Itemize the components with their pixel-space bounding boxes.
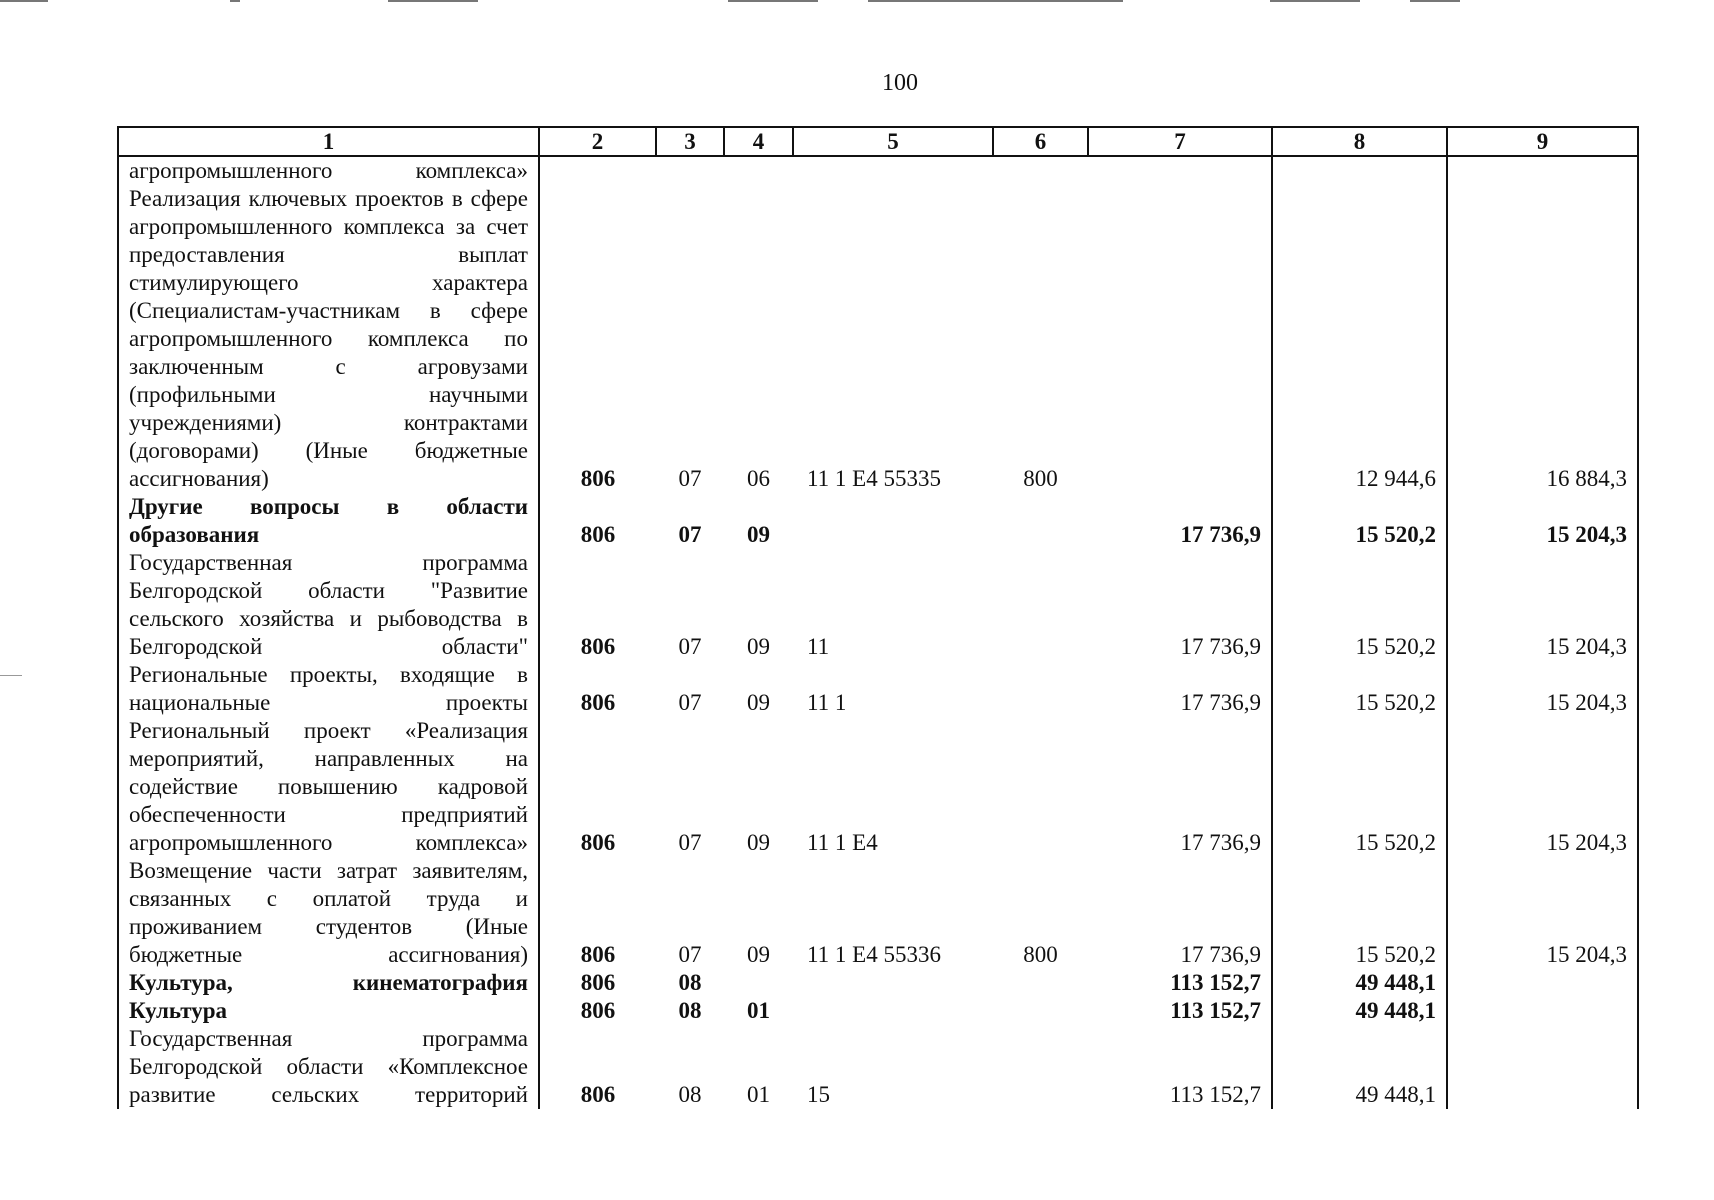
cell-amount-8: 15 520,2 [1272,549,1447,661]
table-row [119,969,1637,997]
cell-amount-9: 15 204,3 [1546,942,1627,967]
cell-amount-9 [1447,997,1637,1025]
table-header-row [119,128,1637,156]
table-row [119,549,1637,661]
cell-amount-8: 12 944,6 [1272,156,1447,493]
column-header: 6 [993,128,1088,156]
row-title: Культура, кинематография [119,969,539,997]
cell-amount-9 [1447,969,1637,997]
cell-amount-7: 17 736,9 [1088,717,1272,857]
cell-target-article: 11 1 Е4 55335 [807,466,941,491]
cell-section: 07 [678,466,702,491]
scan-artifact-mark [0,675,22,676]
cell-target-article [793,969,993,997]
column-header: 2 [539,128,656,156]
table-row [119,493,1637,549]
row-title: Возмещение части затрат заявителям, связанных с оплатой труда и проживанием студентов (Иные бюджетные ассигнования) [119,857,539,969]
cell-amount-7: 17 736,9 [1088,661,1272,717]
cell-section: 08 [678,970,702,995]
row-title: Региональный проект «Реализация мероприятий, направленных на содействие повышению кадровой обеспеченности предприятий агропромышленного комплекса» [119,717,539,857]
scan-artifact-line [728,0,818,2]
scan-artifact-line [1270,0,1360,2]
column-header: 8 [1272,128,1447,156]
table-row [119,997,1637,1025]
table-row [119,857,1637,969]
cell-grbs: 806 [580,942,616,967]
column-header: 9 [1447,128,1637,156]
cell-grbs: 806 [580,1082,616,1107]
table-row [119,661,1637,717]
cell-section: 08 [678,1082,702,1107]
cell-subsection: 09 [747,942,770,967]
scan-artifact-line [230,0,240,2]
column-header: 7 [1088,128,1272,156]
cell-target-article: 11 1 Е4 [807,830,878,855]
cell-grbs: 806 [580,522,616,547]
cell-amount-8: 49 448,1 [1272,969,1447,997]
cell-subsection: 09 [747,690,770,715]
cell-expense-type [993,969,1088,997]
column-header: 4 [724,128,793,156]
row-title: Региональные проекты, входящие в национальные проекты [119,661,539,717]
cell-expense-type [993,997,1088,1025]
cell-expense-type [993,717,1088,857]
cell-amount-7 [1088,156,1272,493]
cell-amount-7: 113 152,7 [1088,969,1272,997]
cell-grbs: 806 [580,830,616,855]
cell-subsection: 09 [747,522,770,547]
cell-subsection: 09 [747,830,770,855]
cell-amount-7: 17 736,9 [1088,493,1272,549]
scan-artifact-line [1410,0,1460,2]
row-title: Государственная программа Белгородской области «Комплексное развитие сельских территорий [119,1025,539,1109]
budget-table [119,128,1637,1109]
cell-amount-7: 113 152,7 [1088,1025,1272,1109]
cell-section: 08 [678,998,702,1023]
scan-artifact-line [388,0,478,2]
table-row [119,717,1637,857]
cell-target-article [793,493,993,549]
cell-subsection: 01 [747,998,770,1023]
row-title: Другие вопросы в области образования [119,493,539,549]
cell-amount-8: 15 520,2 [1272,857,1447,969]
row-title: агропромышленного комплекса» Реализация ключевых проектов в сфере агропромышленного комплекса за счет предоставления выплат стимулирующего характера (Специалистам-участникам в сфере агропромышленного комплекса по заключенным с агровузами (профильными научными учреждениями) контрактами (договорами) (Иные бюджетные ассигнования) [119,156,539,493]
row-title: Культура [119,997,539,1025]
cell-expense-type: 800 [1023,942,1058,967]
cell-target-article: 11 1 [807,690,847,715]
cell-section: 07 [678,830,702,855]
cell-grbs: 806 [580,634,616,659]
table-row [119,1025,1637,1109]
cell-amount-9: 15 204,3 [1546,690,1627,715]
cell-expense-type [993,493,1088,549]
cell-amount-7: 113 152,7 [1088,997,1272,1025]
cell-amount-8: 15 520,2 [1272,717,1447,857]
column-header: 1 [119,128,539,156]
cell-grbs: 806 [580,690,616,715]
cell-expense-type [993,1025,1088,1109]
row-title: Государственная программа Белгородской области "Развитие сельского хозяйства и рыбоводства в Белгородской области" [119,549,539,661]
cell-subsection [724,969,793,997]
cell-subsection: 09 [747,634,770,659]
cell-amount-9: 15 204,3 [1546,634,1627,659]
cell-section: 07 [678,522,702,547]
cell-grbs: 806 [580,998,616,1023]
cell-amount-9: 15 204,3 [1546,522,1627,547]
page-number: 100 [882,70,918,96]
cell-section: 07 [678,942,702,967]
cell-amount-7: 17 736,9 [1088,857,1272,969]
cell-expense-type [993,661,1088,717]
cell-amount-9: 15 204,3 [1546,830,1627,855]
cell-target-article: 11 1 Е4 55336 [807,942,941,967]
cell-grbs: 806 [580,466,616,491]
cell-amount-9 [1447,1025,1637,1109]
scan-artifact-line [0,0,48,2]
cell-amount-8: 15 520,2 [1272,661,1447,717]
budget-table-frame [117,126,1639,1109]
scan-artifact-line [868,0,1123,2]
cell-subsection: 06 [747,466,770,491]
cell-amount-8: 15 520,2 [1272,493,1447,549]
table-row [119,156,1637,493]
cell-target-article: 15 [807,1082,830,1107]
cell-section: 07 [678,690,702,715]
cell-target-article: 11 [807,634,830,659]
cell-expense-type: 800 [1023,466,1058,491]
column-header: 5 [793,128,993,156]
cell-amount-8: 49 448,1 [1272,1025,1447,1109]
cell-amount-7: 17 736,9 [1088,549,1272,661]
cell-section: 07 [678,634,702,659]
cell-target-article [793,997,993,1025]
cell-subsection: 01 [747,1082,770,1107]
cell-amount-8: 49 448,1 [1272,997,1447,1025]
column-header: 3 [656,128,724,156]
cell-grbs: 806 [580,970,616,995]
cell-amount-9: 16 884,3 [1546,466,1627,491]
cell-expense-type [993,549,1088,661]
